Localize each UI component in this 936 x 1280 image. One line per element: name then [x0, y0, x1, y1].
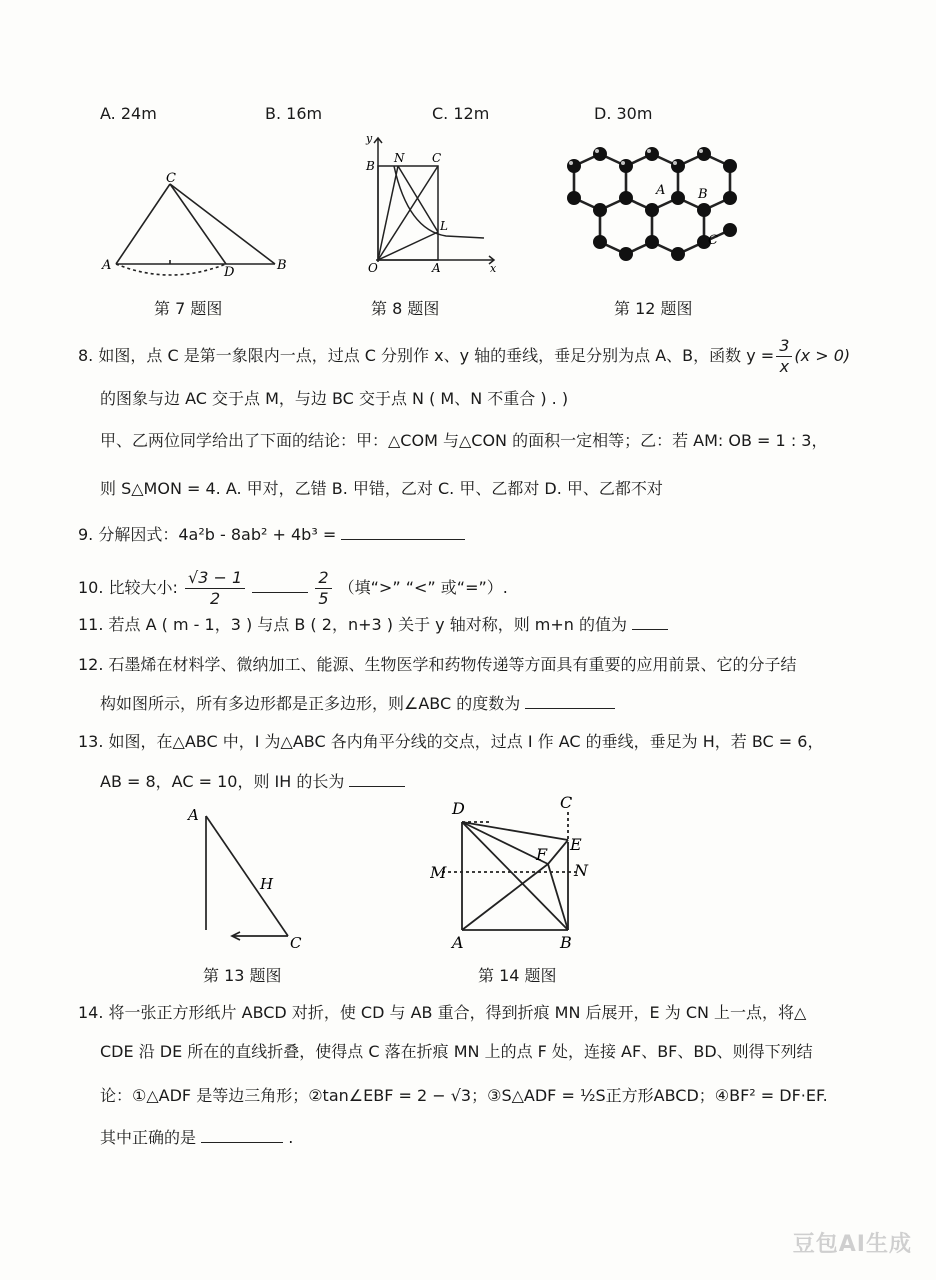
q10-answer-blank[interactable]: [252, 576, 308, 593]
watermark: 豆包AI生成: [792, 1232, 912, 1257]
q14-line4-text: 其中正确的是: [100, 1128, 197, 1147]
fig7-caption: 第 7 题图: [154, 299, 223, 318]
fig7-label-d: D: [224, 265, 235, 280]
q8-line2: 的图象与边 AC 交于点 M，与边 BC 交于点 N ( M、N 不重合 ) . ): [100, 389, 569, 408]
fig8-label-a: A: [432, 261, 441, 275]
fig14-caption: 第 14 题图: [478, 966, 557, 985]
q10-fraction-2: [315, 568, 331, 609]
fig8-label-l: L: [440, 219, 448, 233]
q12-answer-blank[interactable]: [525, 692, 615, 709]
q14-line3: 论：①△ADF 是等边三角形；②tan∠EBF = 2 − √3；③S△ADF = ½S正方形ABCD；④BF² = DF·EF.: [100, 1086, 828, 1105]
fig8-label-c: C: [432, 151, 442, 165]
fig13-label-c: C: [290, 934, 302, 952]
fig13-caption: 第 13 题图: [203, 966, 282, 985]
q8-line1: [78, 336, 850, 377]
fig8-label-n: N: [394, 151, 405, 165]
option-c: C. 12m: [432, 104, 490, 123]
option-a: A. 24m: [100, 104, 157, 123]
q8-line1-text: 8. 如图，点 C 是第一象限内一点，过点 C 分别作 x、y 轴的垂线，垂足分别为点 A、B，函数 y =: [78, 346, 775, 365]
q14-answer-blank[interactable]: [201, 1126, 283, 1143]
fig14-label-c: C: [560, 793, 573, 812]
figure-7: [100, 168, 300, 280]
q8-domain: (x > 0): [794, 346, 851, 365]
q12-line1: 12. 石墨烯在材料学、微纳加工、能源、生物医学和药物传递等方面具有重要的应用前景、它的分子结: [78, 655, 797, 674]
fig7-label-a: A: [102, 258, 112, 273]
fig14-label-b: B: [560, 933, 572, 952]
fig14-label-n: N: [574, 861, 588, 880]
q10-suffix: （填“>” “<” 或“=”）.: [338, 578, 508, 597]
fig12-label-c: C: [708, 233, 718, 248]
q8-line3: 甲、乙两位同学给出了下面的结论：甲：△COM 与△CON 的面积一定相等；乙：若 AM: OB = 1 : 3，: [100, 431, 828, 450]
q10-frac1-den: 2: [210, 589, 221, 608]
fig7-label-b: B: [277, 258, 287, 273]
fig12-label-a: A: [656, 183, 666, 198]
fig13-label-a: A: [188, 806, 199, 824]
q13-line1: 13. 如图，在△ABC 中，I 为△ABC 各内角平分线的交点，过点 I 作 AC 的垂线，垂足为 H，若 BC = 6，: [78, 732, 824, 751]
figure-12: [552, 132, 748, 282]
q13-line2-text: AB = 8，AC = 10，则 IH 的长为: [100, 772, 345, 791]
figure-8: [356, 130, 506, 278]
option-d: D. 30m: [594, 104, 653, 123]
fig8-label-b: B: [366, 159, 375, 173]
q10-prefix: 10. 比较大小:: [78, 578, 178, 597]
q11-answer-blank[interactable]: [632, 613, 668, 630]
q8-frac-den: x: [779, 357, 790, 376]
q14-line4: 其中正确的是 .: [100, 1128, 294, 1147]
q9: [78, 523, 465, 546]
fig14-label-m: M: [430, 863, 447, 882]
fig14-label-d: D: [452, 799, 465, 818]
q9-text: 9. 分解因式：4a²b - 8ab² + 4b³ =: [78, 525, 337, 544]
q13-line2: [100, 770, 405, 793]
q10-frac2-den: 5: [318, 589, 329, 608]
fig8-label-y: y: [366, 132, 373, 145]
q8-fraction: [776, 336, 792, 377]
figure-13: [180, 796, 320, 956]
fig7-label-c: C: [166, 171, 176, 186]
option-b: B. 16m: [265, 104, 323, 123]
fig12-caption: 第 12 题图: [614, 299, 693, 318]
fig14-label-a: A: [452, 933, 464, 952]
q10-frac1-num: √3 − 1: [185, 568, 245, 589]
q8-frac-num: 3: [776, 336, 792, 357]
fig13-label-h: H: [260, 875, 274, 893]
fig12-label-b: B: [698, 187, 708, 202]
q10-frac2-num: 2: [315, 568, 331, 589]
q11-text: 11. 若点 A ( m - 1，3 ) 与点 B ( 2，n+3 ) 关于 y 轴对称，则 m+n 的值为: [78, 615, 628, 634]
fig14-label-e: E: [570, 835, 582, 854]
q12-line2: [100, 692, 615, 715]
q14-line2: CDE 沿 DE 所在的直线折叠，使得点 C 落在折痕 MN 上的点 F 处，连接 AF、BF、BD、则得下列结: [100, 1042, 813, 1061]
q10-fraction-1: [185, 568, 245, 609]
fig8-label-o: O: [368, 261, 378, 275]
q9-answer-blank[interactable]: [341, 523, 465, 540]
q8-line4: 则 S△MON = 4. A. 甲对，乙错 B. 甲错，乙对 C. 甲、乙都对 D. 甲、乙都不对: [100, 479, 663, 498]
fig8-label-x: x: [490, 262, 497, 275]
q14-line1: 14. 将一张正方形纸片 ABCD 对折，使 CD 与 AB 重合，得到折痕 MN 后展开，E 为 CN 上一点，将△: [78, 1003, 807, 1022]
q13-answer-blank[interactable]: [349, 770, 405, 787]
fig8-caption: 第 8 题图: [371, 299, 440, 318]
q12-line2-text: 构如图所示，所有多边形都是正多边形，则∠ABC 的度数为: [100, 694, 521, 713]
fig14-label-f: F: [536, 845, 548, 864]
q10: [78, 568, 508, 609]
q11: [78, 613, 668, 636]
figure-14: [430, 792, 600, 958]
